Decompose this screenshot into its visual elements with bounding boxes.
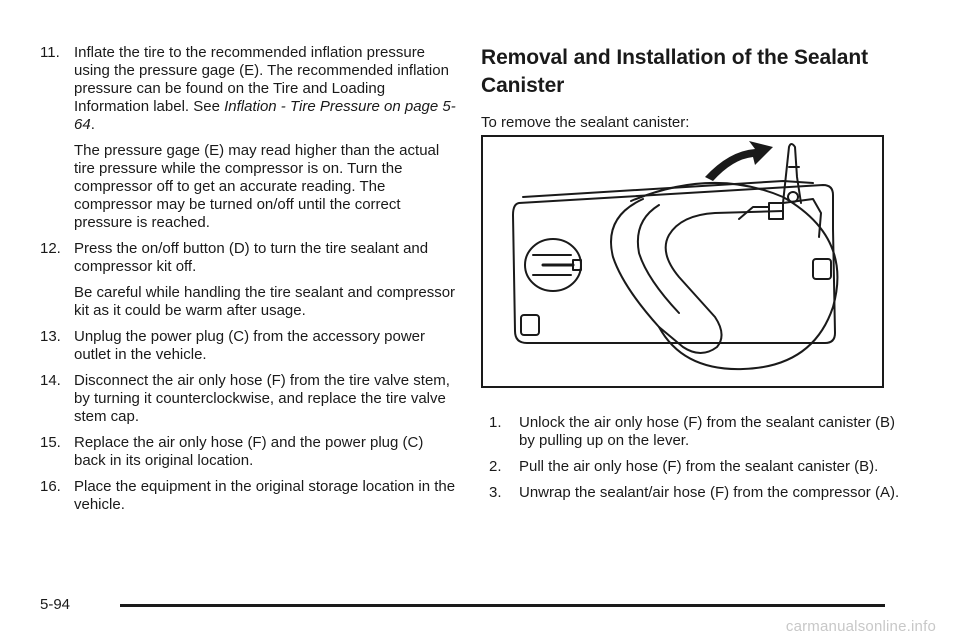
site-watermark: carmanualsonline.info bbox=[785, 618, 936, 635]
step-note: The pressure gage (E) may read higher than the actual tire pressure while the compressor is on. Turn the compressor off to get an accurate reading. The compressor may be turned on/off until the correct pressure is reached. bbox=[74, 142, 440, 231]
step-number: 12. bbox=[40, 240, 61, 257]
list-item bbox=[40, 372, 456, 426]
step-number: 3. bbox=[489, 484, 502, 501]
step-number: 13. bbox=[40, 328, 61, 345]
corner-foot-right bbox=[813, 259, 831, 279]
section-intro: To remove the sealant canister: bbox=[481, 114, 690, 131]
section-title: Removal and Installation of the Sealant Canister bbox=[481, 46, 869, 97]
list-item bbox=[40, 434, 456, 470]
corner-foot-left bbox=[521, 315, 539, 335]
step-number: 2. bbox=[489, 458, 502, 475]
step-number: 11. bbox=[40, 44, 60, 61]
list-item bbox=[489, 414, 901, 450]
list-item bbox=[40, 478, 456, 514]
page-number: 5-94 bbox=[40, 596, 71, 613]
step-text: Pull the air only hose (F) from the sealant canister (B). bbox=[519, 458, 879, 475]
sealant-canister-illustration bbox=[481, 135, 884, 388]
step-text-end: . bbox=[90, 116, 95, 133]
step-text: Press the on/off button (D) to turn the tire sealant and compressor kit off. bbox=[74, 240, 429, 275]
step-text bbox=[74, 44, 456, 134]
left-column bbox=[40, 44, 456, 522]
footer-divider bbox=[120, 604, 885, 607]
step-number: 15. bbox=[40, 434, 61, 451]
step-note: Be careful while handling the tire sealant and compressor kit as it could be warm after usage. bbox=[74, 284, 456, 319]
right-steps-column bbox=[481, 414, 901, 510]
list-item bbox=[489, 458, 901, 476]
right-column bbox=[481, 44, 901, 144]
step-number: 1. bbox=[489, 414, 502, 431]
step-text: Unwrap the sealant/air hose (F) from the compressor (A). bbox=[519, 484, 900, 501]
list-item bbox=[40, 44, 456, 232]
step-text: Unlock the air only hose (F) from the sealant canister (B) by pulling up on the lever. bbox=[519, 414, 895, 449]
cross-reference-link[interactable]: Inflation - Tire Pressure on page 5-64 bbox=[74, 98, 456, 133]
list-item bbox=[489, 484, 901, 502]
hose-cradle bbox=[611, 199, 783, 353]
step-text: Place the equipment in the original storage location in the vehicle. bbox=[74, 478, 456, 513]
step-number: 16. bbox=[40, 478, 61, 495]
step-number: 14. bbox=[40, 372, 61, 389]
step-text-plain: Inflate the tire to the recommended inflation pressure using the pressure gage (E). The recommended inflation pressure can be found on the Tire and Loading Information label. See bbox=[74, 44, 449, 115]
pull-up-arrow-icon bbox=[705, 141, 773, 181]
step-text: Replace the air only hose (F) and the power plug (C) back in its original location. bbox=[74, 434, 424, 469]
release-lever bbox=[783, 144, 801, 203]
canister-circle bbox=[631, 183, 837, 369]
left-steps-list bbox=[40, 44, 456, 514]
step-text: Unplug the power plug (C) from the accessory power outlet in the vehicle. bbox=[74, 328, 425, 363]
right-steps-list bbox=[481, 414, 901, 502]
list-item bbox=[40, 328, 456, 364]
list-item bbox=[40, 240, 456, 320]
step-text: Disconnect the air only hose (F) from the tire valve stem, by turning it counterclockwise, and replace the tire valve stem cap. bbox=[74, 372, 450, 425]
kit-line-drawing bbox=[483, 137, 882, 386]
